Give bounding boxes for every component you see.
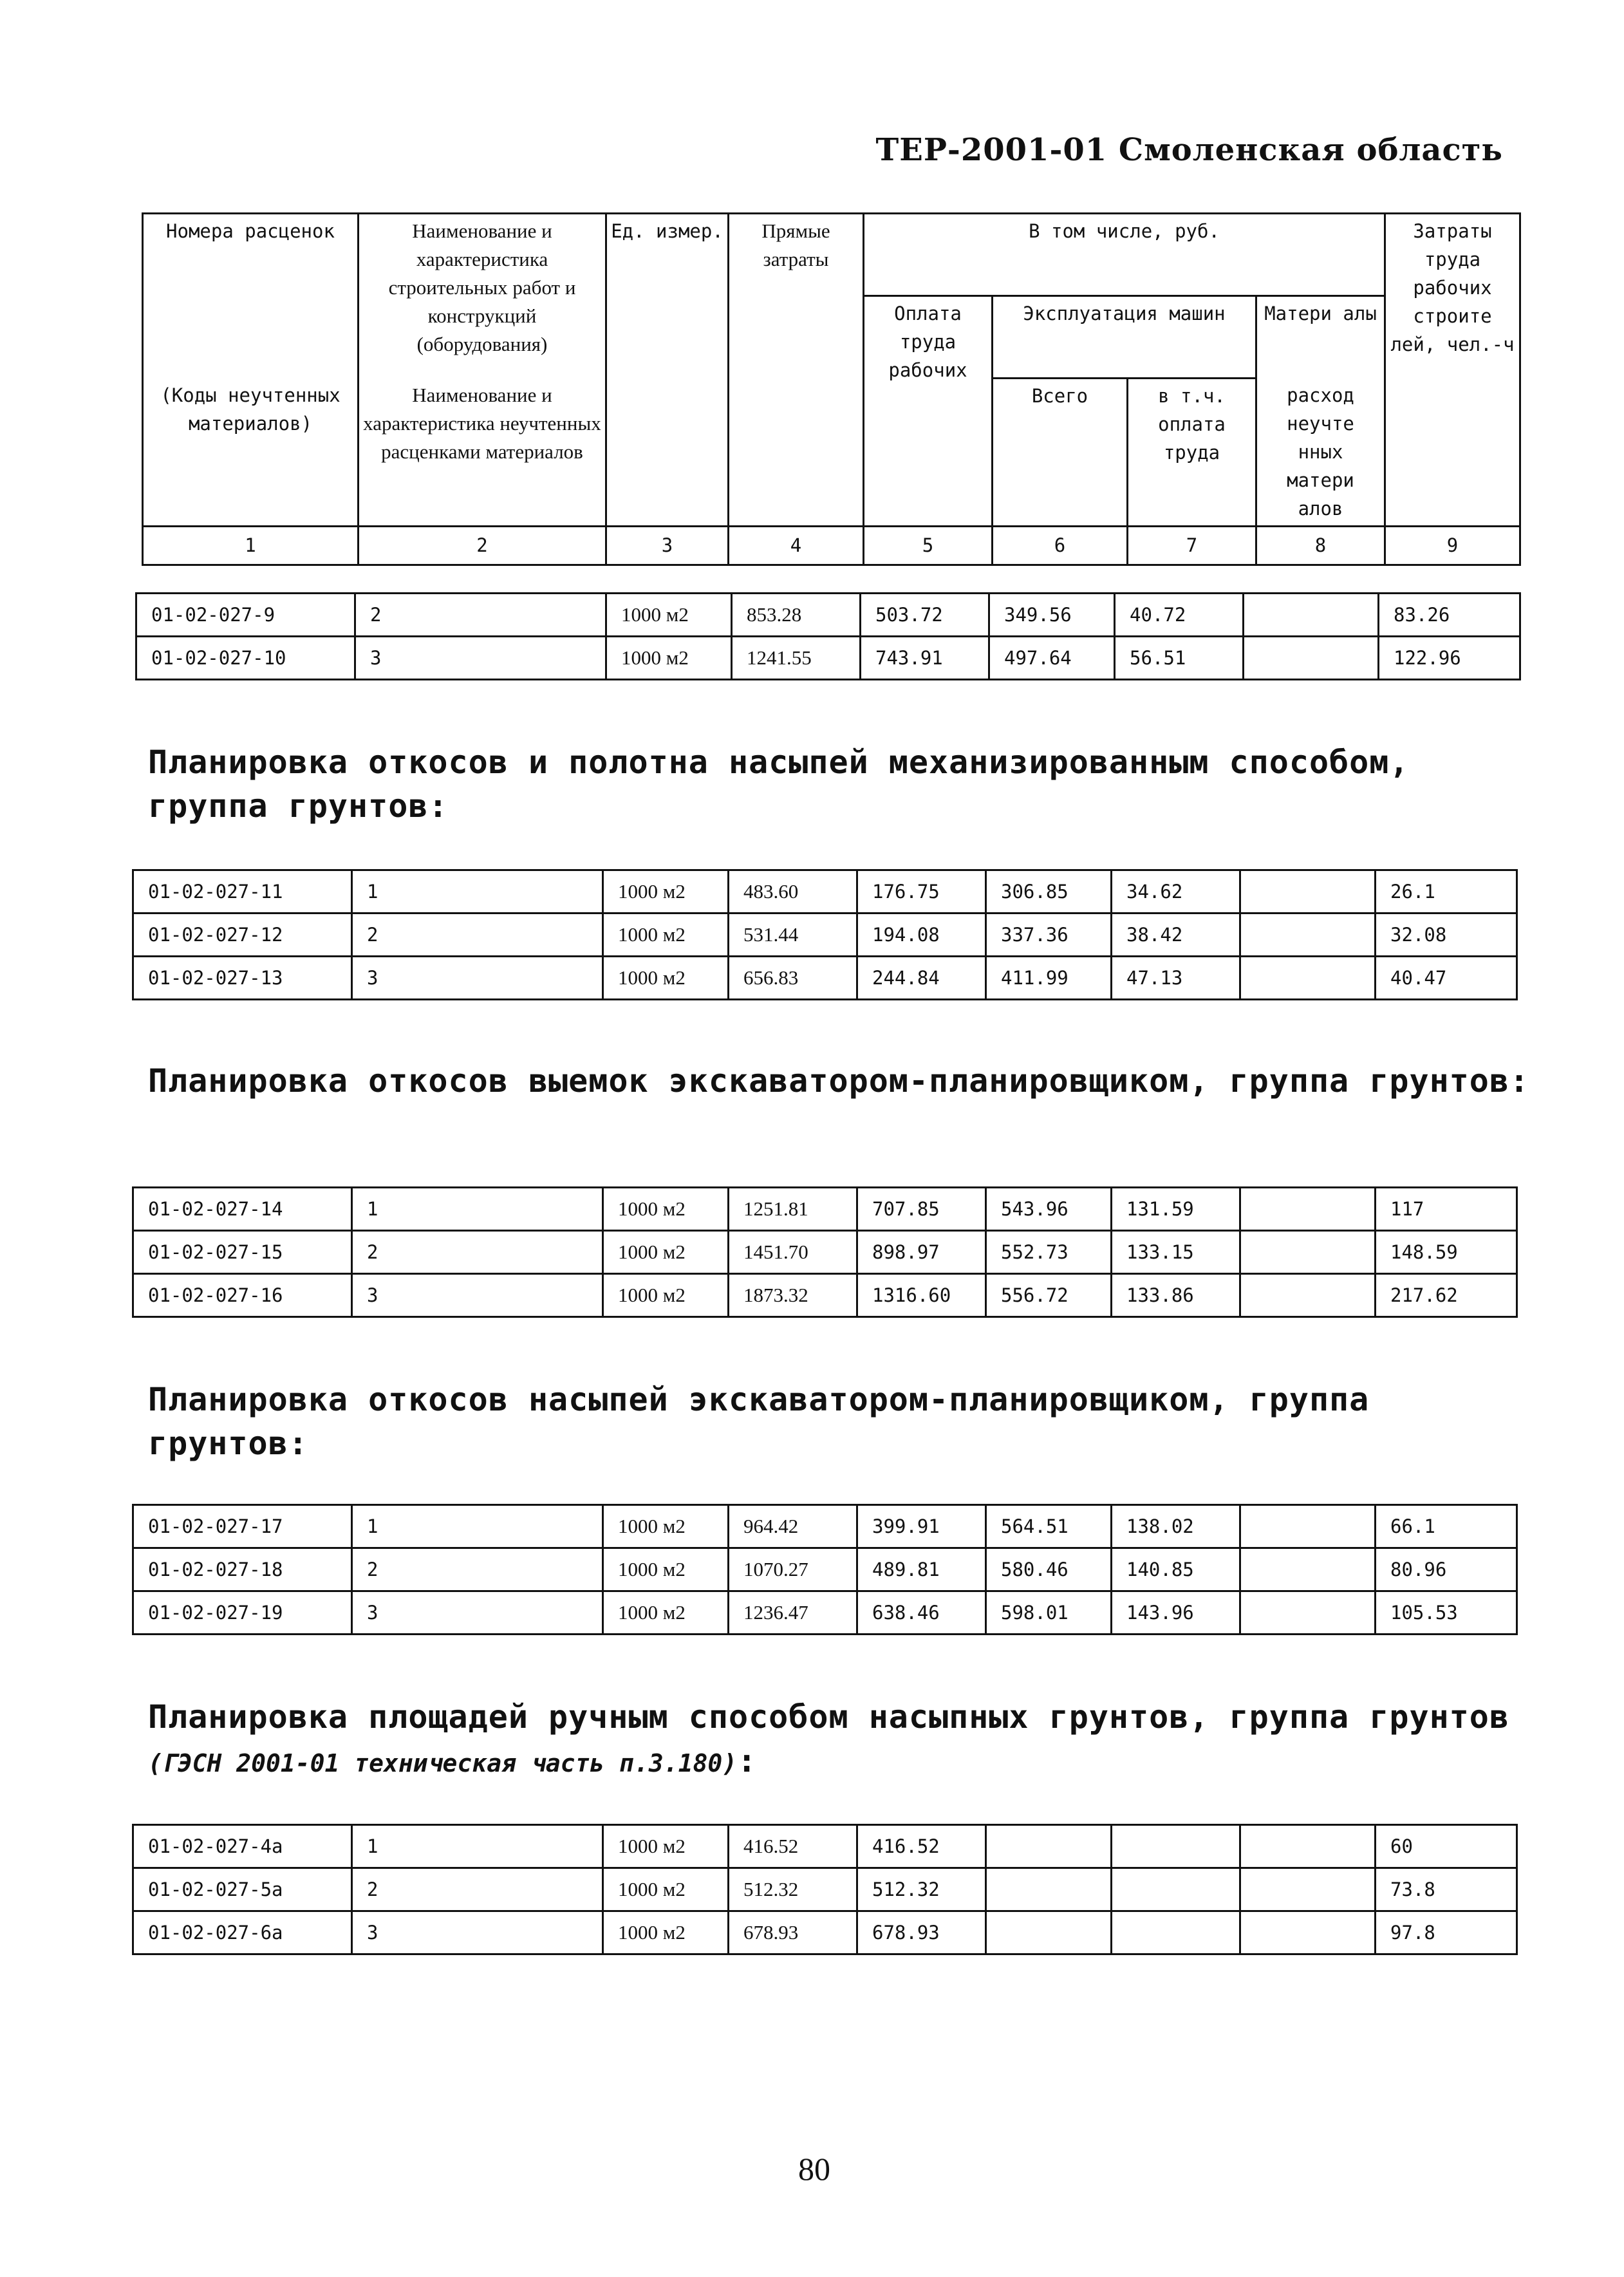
rate-machines-labor: 38.42	[1112, 914, 1240, 957]
rate-labor-hours: 105.53	[1376, 1591, 1517, 1635]
rate-machines-total: 497.64	[989, 637, 1115, 680]
header-unaccounted-codes: (Коды неучтенных материалов)	[143, 379, 359, 527]
rate-machines-labor: 47.13	[1112, 957, 1240, 1000]
section-title-text: Планировка откосов насыпей экскаватором-планировщиком, группа грунтов:	[148, 1381, 1370, 1462]
table-row	[133, 1548, 1517, 1591]
rate-unit: 1000 м2	[603, 1274, 729, 1317]
rate-code: 01-02-027-5а	[133, 1868, 352, 1911]
rate-code: 01-02-027-16	[133, 1274, 352, 1317]
header-machines-total: Всего	[993, 379, 1128, 527]
rate-unit: 1000 м2	[603, 957, 729, 1000]
rate-machines-total: 580.46	[986, 1548, 1112, 1591]
rate-direct-costs: 853.28	[732, 594, 861, 637]
rate-name: 3	[352, 1591, 603, 1635]
rate-materials	[1244, 594, 1379, 637]
rate-name: 1	[352, 1188, 603, 1231]
rate-machines-labor: 40.72	[1115, 594, 1244, 637]
rate-labor-pay: 503.72	[861, 594, 989, 637]
rate-code: 01-02-027-13	[133, 957, 352, 1000]
rate-machines-labor: 133.86	[1112, 1274, 1240, 1317]
rate-machines-total	[986, 1911, 1112, 1954]
rate-name: 2	[352, 1231, 603, 1274]
rate-unit: 1000 м2	[603, 1231, 729, 1274]
rates-table	[132, 869, 1518, 1000]
section-title-text: Планировка откосов выемок экскаватором-планировщиком, группа грунтов:	[148, 1062, 1530, 1100]
rate-direct-costs: 531.44	[729, 914, 857, 957]
column-number: 4	[729, 526, 864, 565]
rate-machines-total: 543.96	[986, 1188, 1112, 1231]
header-labor-hours: Затраты труда рабочих строите лей, чел.-ч	[1385, 214, 1520, 527]
rate-machines-total	[986, 1825, 1112, 1868]
rate-name: 3	[352, 957, 603, 1000]
rate-unit: 1000 м2	[603, 1505, 729, 1548]
header-unaccounted-name: Наименование и характеристика неучтенных расценками материалов	[359, 379, 606, 527]
rate-labor-pay: 678.93	[857, 1911, 986, 1954]
rate-labor-pay: 743.91	[861, 637, 989, 680]
table-row	[133, 1825, 1517, 1868]
column-number: 9	[1385, 526, 1520, 565]
rate-labor-hours: 66.1	[1376, 1505, 1517, 1548]
rate-labor-hours: 32.08	[1376, 914, 1517, 957]
table-row	[133, 1231, 1517, 1274]
rate-labor-pay: 1316.60	[857, 1274, 986, 1317]
rate-labor-hours: 73.8	[1376, 1868, 1517, 1911]
rate-labor-hours: 117	[1376, 1188, 1517, 1231]
rate-direct-costs: 1251.81	[729, 1188, 857, 1231]
rate-labor-pay: 176.75	[857, 870, 986, 914]
header-including: В том числе, руб.	[864, 214, 1385, 296]
rate-unit: 1000 м2	[603, 1868, 729, 1911]
rate-machines-total: 349.56	[989, 594, 1115, 637]
document-header: ТЕР-2001-01 Смоленская область	[875, 132, 1503, 168]
rate-name: 1	[352, 1505, 603, 1548]
rate-machines-labor: 133.15	[1112, 1231, 1240, 1274]
rate-labor-hours: 26.1	[1376, 870, 1517, 914]
column-number: 7	[1128, 526, 1256, 565]
rate-machines-labor	[1112, 1911, 1240, 1954]
rate-name: 2	[355, 594, 606, 637]
section-title-end: :	[737, 1742, 758, 1779]
rate-machines-labor: 140.85	[1112, 1548, 1240, 1591]
rate-direct-costs: 483.60	[729, 870, 857, 914]
rate-materials	[1240, 957, 1376, 1000]
rate-labor-pay: 194.08	[857, 914, 986, 957]
rate-direct-costs: 1241.55	[732, 637, 861, 680]
rate-labor-pay: 244.84	[857, 957, 986, 1000]
rate-labor-hours: 80.96	[1376, 1548, 1517, 1591]
rate-labor-pay: 707.85	[857, 1188, 986, 1231]
header-direct-costs: Прямые затраты	[729, 214, 864, 527]
rate-machines-labor	[1112, 1825, 1240, 1868]
rate-machines-labor: 131.59	[1112, 1188, 1240, 1231]
rate-labor-hours: 122.96	[1379, 637, 1520, 680]
rate-direct-costs: 512.32	[729, 1868, 857, 1911]
column-header-table	[142, 212, 1521, 566]
table-row	[133, 1505, 1517, 1548]
column-number: 3	[606, 526, 729, 565]
rate-unit: 1000 м2	[606, 637, 732, 680]
rate-materials	[1240, 1188, 1376, 1231]
rate-unit: 1000 м2	[603, 914, 729, 957]
rate-direct-costs: 1873.32	[729, 1274, 857, 1317]
rate-name: 1	[352, 870, 603, 914]
rate-code: 01-02-027-17	[133, 1505, 352, 1548]
rate-unit: 1000 м2	[603, 1591, 729, 1635]
rate-machines-total: 411.99	[986, 957, 1112, 1000]
rate-name: 2	[352, 914, 603, 957]
rate-materials	[1240, 1274, 1376, 1317]
rate-name: 1	[352, 1825, 603, 1868]
rate-code: 01-02-027-18	[133, 1548, 352, 1591]
header-unit: Ед. измер.	[606, 214, 729, 527]
column-number: 1	[143, 526, 359, 565]
table-row	[136, 594, 1520, 637]
section-title	[148, 1059, 1532, 1103]
rate-machines-labor: 143.96	[1112, 1591, 1240, 1635]
rate-labor-hours: 40.47	[1376, 957, 1517, 1000]
rate-direct-costs: 656.83	[729, 957, 857, 1000]
rate-code: 01-02-027-19	[133, 1591, 352, 1635]
rate-labor-pay: 512.32	[857, 1868, 986, 1911]
rate-materials	[1240, 914, 1376, 957]
rate-materials	[1240, 870, 1376, 914]
section-title-note: (ГЭСН 2001-01 техническая часть п.3.180)	[148, 1749, 738, 1777]
section-title-text: Планировка откосов и полотна насыпей механизированным способом, группа грунтов:	[148, 744, 1410, 825]
rate-direct-costs: 1236.47	[729, 1591, 857, 1635]
rate-code: 01-02-027-12	[133, 914, 352, 957]
table-row	[133, 914, 1517, 957]
rate-code: 01-02-027-9	[136, 594, 355, 637]
section-title	[148, 740, 1532, 828]
rate-labor-hours: 83.26	[1379, 594, 1520, 637]
rate-unit: 1000 м2	[606, 594, 732, 637]
rate-materials	[1240, 1868, 1376, 1911]
rate-name: 3	[352, 1911, 603, 1954]
rate-name: 3	[355, 637, 606, 680]
rate-labor-pay: 898.97	[857, 1231, 986, 1274]
rate-machines-total: 598.01	[986, 1591, 1112, 1635]
rate-materials	[1240, 1231, 1376, 1274]
rate-code: 01-02-027-11	[133, 870, 352, 914]
header-labor-pay: Оплата труда рабочих	[864, 296, 993, 527]
header-work-name: Наименование и характеристика строительных работ и конструкций (оборудования)	[359, 214, 606, 379]
rate-code: 01-02-027-6а	[133, 1911, 352, 1954]
rate-unit: 1000 м2	[603, 870, 729, 914]
rate-labor-hours: 148.59	[1376, 1231, 1517, 1274]
rate-machines-labor: 34.62	[1112, 870, 1240, 914]
rate-direct-costs: 964.42	[729, 1505, 857, 1548]
rate-labor-pay: 638.46	[857, 1591, 986, 1635]
rate-labor-hours: 97.8	[1376, 1911, 1517, 1954]
page-number: 80	[798, 2151, 830, 2187]
rate-unit: 1000 м2	[603, 1188, 729, 1231]
rates-table	[135, 592, 1521, 680]
rate-unit: 1000 м2	[603, 1548, 729, 1591]
rate-code: 01-02-027-10	[136, 637, 355, 680]
header-machines: Эксплуатация машин	[993, 296, 1256, 379]
rate-machines-labor	[1112, 1868, 1240, 1911]
rate-labor-hours: 217.62	[1376, 1274, 1517, 1317]
table-row	[133, 957, 1517, 1000]
rate-code: 01-02-027-15	[133, 1231, 352, 1274]
table-row	[133, 1868, 1517, 1911]
rate-materials	[1240, 1548, 1376, 1591]
header-machines-labor: в т.ч. оплата труда	[1128, 379, 1256, 527]
header-materials: Матери алы	[1256, 296, 1385, 379]
column-number: 8	[1256, 526, 1385, 565]
rates-table	[132, 1504, 1518, 1635]
table-row	[133, 1911, 1517, 1954]
rate-machines-total: 552.73	[986, 1231, 1112, 1274]
rate-materials	[1244, 637, 1379, 680]
rate-name: 2	[352, 1548, 603, 1591]
table-row	[133, 1188, 1517, 1231]
rate-machines-total: 556.72	[986, 1274, 1112, 1317]
table-row	[133, 870, 1517, 914]
rate-code: 01-02-027-4а	[133, 1825, 352, 1868]
rate-labor-pay: 399.91	[857, 1505, 986, 1548]
rate-materials	[1240, 1591, 1376, 1635]
rate-labor-pay: 489.81	[857, 1548, 986, 1591]
header-unaccounted-consumption: расход неучте нных матери алов	[1256, 379, 1385, 527]
section-title-text: Планировка площадей ручным способом насыпных грунтов, группа грунтов	[148, 1698, 1509, 1736]
table-row	[133, 1591, 1517, 1635]
column-number: 6	[993, 526, 1128, 565]
rate-materials	[1240, 1825, 1376, 1868]
rate-unit: 1000 м2	[603, 1825, 729, 1868]
rate-machines-total: 337.36	[986, 914, 1112, 957]
rate-machines-labor: 138.02	[1112, 1505, 1240, 1548]
rate-labor-hours: 60	[1376, 1825, 1517, 1868]
rate-direct-costs: 1070.27	[729, 1548, 857, 1591]
column-number: 5	[864, 526, 993, 565]
rate-machines-total: 306.85	[986, 870, 1112, 914]
table-row	[133, 1274, 1517, 1317]
rate-direct-costs: 678.93	[729, 1911, 857, 1954]
rate-unit: 1000 м2	[603, 1911, 729, 1954]
rates-table	[132, 1186, 1518, 1318]
column-number: 2	[359, 526, 606, 565]
header-codes: Номера расценок	[143, 214, 359, 379]
rate-name: 2	[352, 1868, 603, 1911]
rate-direct-costs: 416.52	[729, 1825, 857, 1868]
rate-materials	[1240, 1911, 1376, 1954]
rate-code: 01-02-027-14	[133, 1188, 352, 1231]
rate-machines-total: 564.51	[986, 1505, 1112, 1548]
rate-materials	[1240, 1505, 1376, 1548]
section-title	[148, 1695, 1532, 1785]
rate-machines-labor: 56.51	[1115, 637, 1244, 680]
rate-direct-costs: 1451.70	[729, 1231, 857, 1274]
table-row	[136, 637, 1520, 680]
rate-labor-pay: 416.52	[857, 1825, 986, 1868]
section-title	[148, 1378, 1532, 1465]
rate-name: 3	[352, 1274, 603, 1317]
rates-table	[132, 1824, 1518, 1955]
rate-machines-total	[986, 1868, 1112, 1911]
